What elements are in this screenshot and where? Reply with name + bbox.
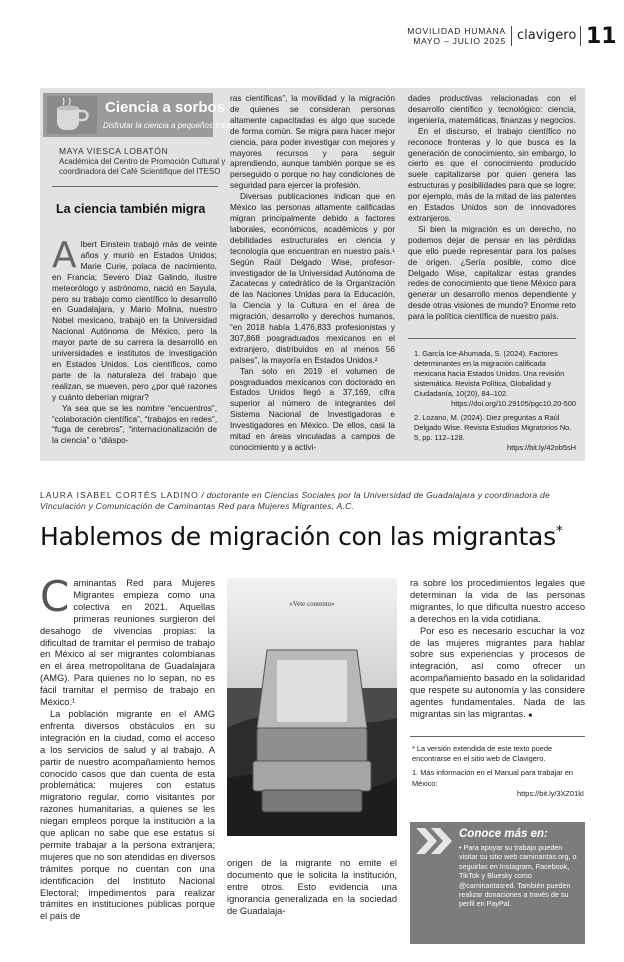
footnote-text: * La versión extendida de este texto puede encontrarse en el sitio web de Clavigero. xyxy=(412,744,553,764)
paragraph: dades productivas relacionadas con el desarrollo científico y tecnológico: ciencia, ingeniería, matemáticas, finanzas y negocios. xyxy=(408,93,576,125)
headline-text: Hablemos de migración con las migrantas xyxy=(40,522,556,551)
footnote xyxy=(414,349,576,409)
drop-cap: A xyxy=(52,235,77,276)
brand-logo: clavigero xyxy=(517,28,577,43)
footnote xyxy=(412,744,584,764)
header-divider-2 xyxy=(580,26,581,46)
article-author: LAURA ISABEL CORTÉS LADINO xyxy=(40,490,199,500)
page-number: 11 xyxy=(586,24,617,49)
paragraph: Ya sea que se les nombre “encuentros”, “colaboración científica”, “trabajos en redes”, “fuga de cerebros”, “internacionalización de la ciencia” o “diáspo- xyxy=(52,402,217,446)
column-author-affiliation: Académica del Centro de Promoción Cultural y coordinadora del Café Scientifique del ITESO xyxy=(59,157,226,176)
article-footnotes xyxy=(412,744,584,803)
notes-divider xyxy=(408,338,576,339)
footnote-link[interactable]: https://doi.org/10.29105/pgc10.20-500 xyxy=(451,399,576,408)
footnote-link[interactable]: https://bit.ly/3XZ01kI xyxy=(517,788,584,798)
end-mark: ■ xyxy=(528,712,532,719)
article-column-3 xyxy=(410,578,585,723)
column-footnotes xyxy=(414,349,576,457)
column-title: Ciencia a sorbos xyxy=(105,99,226,116)
issue-date: MAYO – JULIO 2025 xyxy=(413,36,506,46)
column-text-1 xyxy=(52,235,217,446)
article-column-1 xyxy=(40,572,215,923)
byline-separator: / xyxy=(201,490,204,500)
notes-divider xyxy=(410,736,585,737)
headline-footnote-mark: * xyxy=(555,523,563,540)
paragraph: lbert Einstein trabajó más de veinte años y murió en Estados Unidos; Marie Curie, polaca de nacimiento, en Francia; Severo Díaz Galindo, ilustre meteorólogo y astrónomo, nació en Sayula, pero su trabajo como científico lo desarrolló en Guadalajara, y Mario Molina, nuestro Nobel mexicano, trabajó en la Universidad Nacional Autónoma de México, pero la mayor parte de su carrera la desarrolló en universidades e institutos de investigación en Estados Unidos. Los científicos, como parte de la naturaleza del trabajo que realizan, se mueven, pero ¿por qué razones y cuánto deberían migrar? xyxy=(52,239,217,402)
footnote-text: 1. Más información en el Manual para trabajar en México: xyxy=(412,768,574,788)
article-photo xyxy=(227,578,397,836)
column-author: MAYA VIESCA LOBATÓN xyxy=(59,146,169,156)
article-byline xyxy=(40,490,590,512)
column-heading: La ciencia también migra xyxy=(56,202,206,216)
column-divider xyxy=(52,186,218,187)
section-label: MOVILIDAD HUMANA xyxy=(407,26,506,36)
coffee-cup-icon xyxy=(47,96,97,134)
footnote xyxy=(414,413,576,453)
column-text-3 xyxy=(408,93,576,322)
paragraph: Si bien la migración es un derecho, no podemos dejar de pensar en las pérdidas que ello puede representar para los países de origen. ¿Sería posible, como dice Delgado Wise, capitalizar estas grandes redes de conocimiento que tiene México para generar un desarrollo menos dependiente y desde otras visiones de mundo? Enorme reto para la política científica de nuestro país. xyxy=(408,223,576,322)
more-info-text: • Para apoyar su trabajo pueden visitar su sitio web caminantas.org, o seguirlas en Instagram, Facebook, TikTok y Bluesky como @caminantasred. También pueden realizar donaciones a través de su perfil en PayPal. xyxy=(459,843,577,909)
footnote xyxy=(412,768,584,799)
paragraph: Diversas publicaciones indican que en México las personas altamente calificadas migran principalmente debido a factores laborales, económicos, académicos y por debilidades estructurales en ciencia y tecnología que encuentran en nuestro país.¹ Según Raúl Delgado Wise, profesor-investigador de la Universidad Autónoma de Zacatecas y catedrático de la Organización de las Naciones Unidas para la Educación, la Ciencia y la Cultura en el área de migración, desarrollo y derechos humanos, “en 2018 había 1,476,833 profesionistas y 307,868 posgraduados mexicanos en el extranjero, distribuidos en al menos 56 países”, la mayoría en Estados Unidos.² xyxy=(230,191,395,365)
double-chevron-icon xyxy=(414,826,456,856)
article-headline xyxy=(40,522,563,551)
drop-cap: C xyxy=(40,572,70,621)
paragraph: ras científicas”, la movilidad y la migración de quienes se consideran personas altamente capacitadas es algo que sucede de forma común. Se migra para hacer mejor ciencia, para poder investigar con mejores y mayores recursos y para seguir aprendiendo, aunque también porque se es perseguido o porque no hay condiciones de seguridad para ejercer la profesión. xyxy=(230,93,395,191)
more-info-title: Conoce más en: xyxy=(459,828,548,840)
article-author-role: doctorante en Ciencias Sociales por la Universidad de Guadalajara y coordinadora de Vinculación y Comunicación de Caminantas Red para Mujeres Migrantes, A.C. xyxy=(40,490,550,511)
header-divider xyxy=(511,26,512,46)
paragraph-text: Por eso es necesario escuchar la voz de las mujeres migrantes para hablar sobre sus experiencias y procesos de integración, así como ofrecer un acompañamiento basado en la solidaridad que respete su autonomía y las considere agentes fundamentales. Nada de las migrantas sin las migrantas. xyxy=(410,625,585,719)
paragraph: Tan solo en 2019 el volumen de posgraduados mexicanos con doctorado en Estados Unidos llegó a 37,169, cifra superior al número de integrantes del Sistema Nacional de Investigadoras e Investigadores en México. De ellos, casi la mitad en áreas vinculadas a campos de conocimiento y a activi- xyxy=(230,365,395,452)
paragraph: La población migrante en el AMG enfrenta diversos obstáculos en su integración en la ciudad, como el acceso a los servicios de salud y al trabajo. A partir de nuestro acompañamiento hemos conocido casos que dan cuenta de esta problemática: mujeres con estatus migratorio regular, como visitantes por razones humanitarias, a quienes se les niegan empleos porque la institución a la que aplican no sabe que ese estatus sí permite trabajar a la persona extranjera; mujeres que no son atendidas en diversos trámites porque no cuentan con una identificación del Instituto Nacional Electoral; impedimentos para realizar trámites en instituciones públicas porque el país de xyxy=(40,708,215,922)
footnote-link[interactable]: https://bit.ly/42ob5sH xyxy=(506,443,576,452)
article-column-2: origen de la migrante no emite el documento que le solicita la institución, entre otros. Esto evidencia una ignorancia generalizada en la sociedad de Guadalaja- xyxy=(227,858,397,916)
paragraph: aminantas Red para Mujeres Migrantes empieza como una colectiva en 2021. Aquellas primeras reuniones surgieron del desahogo de vivencias propias: la dificultad de tramitar el permiso de trabajo en México al ser migrantes colombianas en el área metropolitana de Guadalajara (AMG). Para quienes no lo sepan, no es fácil tramitar el permiso de trabajo en México.¹ xyxy=(40,578,215,708)
footnote-text: 2. Lozano, M. (2024). Diez preguntas a Raúl Delgado Wise. Revista Estudios Migratorios No. 5, pp. 112–128. xyxy=(414,413,572,442)
paragraph: En el discurso, el trabajo científico no reconoce fronteras y lo que busca es la generación de conocimiento, sin embargo, lo cierto es que el conocimiento producido suele capitalizarse por quien genera las estructuras y posibilidades para que se logre; por ejemplo, más de la mitad de las patentes en Estados Unidos son de innovadores extranjeros. xyxy=(408,125,576,223)
column-subtitle: Disfrutar la ciencia a pequeños tragos xyxy=(103,121,238,130)
issue-header xyxy=(407,26,506,46)
suitcase-stack xyxy=(253,650,371,812)
paragraph xyxy=(410,626,585,723)
photo-caption: «Vete contento» xyxy=(289,600,335,608)
paragraph: ra sobre los procedimientos legales que determinan la vida de las personas migrantes, lo que dificulta nuestro acceso a derechos en la vida cotidiana. xyxy=(410,578,585,624)
column-text-2 xyxy=(230,93,395,453)
footnote-text: 1. García Ice-Ahumada, S. (2024). Factores determinantes en la migración calificada mexicana hacia Estados Unidos. Una revisión sistemática. Revista Política, Globalidad y Ciudadanía, 10(20), 84–102. xyxy=(414,349,565,398)
